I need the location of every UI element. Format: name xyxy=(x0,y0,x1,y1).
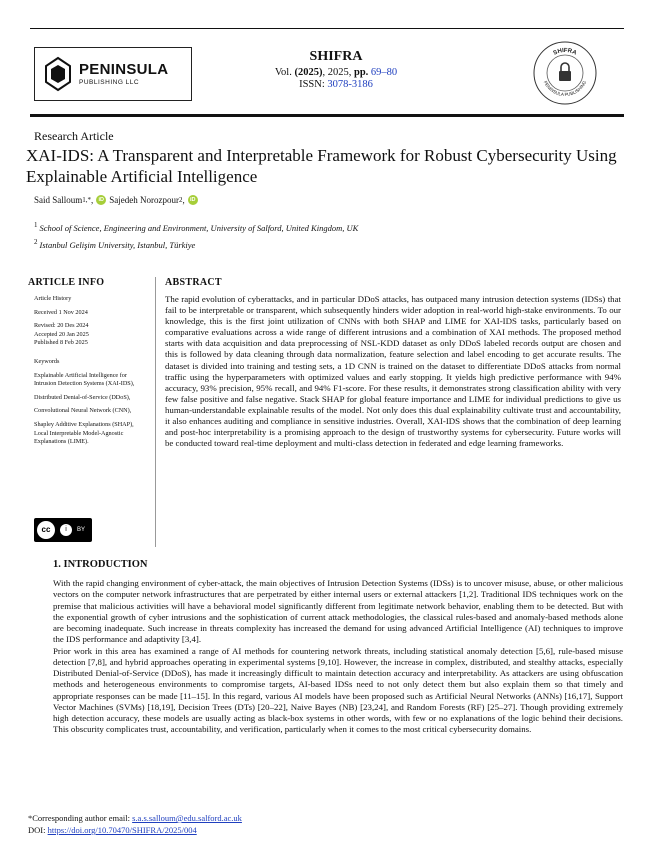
top-rule xyxy=(30,28,624,29)
accepted-date: Accepted 20 Jan 2025 xyxy=(34,330,89,338)
corresponding-author xyxy=(28,812,242,824)
affiliation-number: 2 xyxy=(34,238,38,247)
abstract-heading: ABSTRACT xyxy=(165,277,222,288)
abstract-text: The rapid evolution of cyberattacks, and in particular DDoS attacks, has outpaced many intrusion detection systems (IDSs) that fail to be interpretable or transparent, which subsequently hinders wider adoption in real-world high-stake environments. To our knowledge, this is the first joint utilization of CNNs with both SHAP and LIME for XAI-IDS tasks, particularly based on comparative evaluations across a wide range of different intrusions and a combination of XAI methods. The proposed method starts with data acquisition and data preprocessing of NSL-KDD dataset as only DDoS labeled records output are chosen and this is followed by data cleaning through data normalization, feature selection and label encoding to get accurate results. The dataset is divided into training and testing sets, a 1D CNN is trained on the dataset to differentiate DDoS attacks from normal traffic using the hyperparameters with optimized values and early stopping. It yields high predictive performance with 94% accuracy, 93% precision, 95% recall, and 94% F1-score. For these results, it demonstrates strong classification ability with very few false positive and false negative. Stack SHAP for global feature importance and LIME for individual predictions to give us human-understandable explainable results of the model. Not only does this dual explainability cultivate trust and accountability, it also enhances auditing and compliance in sensitive industries. Overall, XAI-IDS shows that the combination of deep learning and post-hoc interpretability is a promising approach to the design of trustworthy systems for cybersecurity. Future works will be conducted toward real-time deployment and multi-class detection in federated and edge learning frameworks. xyxy=(165,294,621,449)
affiliation xyxy=(34,240,195,250)
affiliation-text: Istanbul Gelişim University, Istanbul, Türkiye xyxy=(39,240,196,250)
publisher-subtitle: PUBLISHING LLC xyxy=(79,78,140,86)
keyword: Explainable Artificial Intelligence for Intrusion Detection Systems (XAI-IDS), xyxy=(34,371,135,388)
keyword: Shapley Additive Explanations (SHAP), Local Interpretable Model-Agnostic Explanations (LIME). xyxy=(34,420,134,446)
article-info xyxy=(34,295,146,447)
received-date: Received 1 Nov 2024 xyxy=(34,308,88,316)
history-label: Article History xyxy=(34,295,72,302)
keywords-label: Keywords xyxy=(34,357,60,365)
journal-seal-icon xyxy=(532,40,598,106)
journal-name: SHIFRA xyxy=(309,49,363,64)
article-type: Research Article xyxy=(34,129,114,143)
author-list: Said Salloum 1,* , iD Sajedeh Norozpour 2 , iD xyxy=(34,195,201,205)
introduction-body xyxy=(53,578,623,736)
doi xyxy=(28,824,242,836)
issn-label: ISSN: xyxy=(299,79,328,90)
email-link[interactable]: s.a.s.salloum@edu.salford.ac.uk xyxy=(132,813,242,823)
attribution-circle: i xyxy=(60,524,72,536)
vol-prefix: Vol. xyxy=(274,67,295,78)
article-info-heading: ARTICLE INFO xyxy=(28,277,105,288)
paper-title: XAI-IDS: A Transparent and Interpretable Framework for Robust Cybersecurity Using Explainable Artificial Intelligence xyxy=(26,146,617,186)
paragraph: With the rapid changing environment of cyber-attack, the main objectives of Intrusion Detection Systems (IDSs) is to uncover misuse, abuse, or other malicious vectors on the computer network infrastructures that are perpetrated by either internal users or external attackers [1,2]. Traditional IDS techniques work on the premise that malicious activities will have a behavioral model significantly different from legitimate network behavior, enabling them to be detected. But with the exponential growth of cyber intrusions and the sophistication of current attack methodologies, the classical rules-based and anomaly-based methods alone are becoming inadequate. Such increase in threats complexity has increased the demand for using advanced Artificial Intelligence (AI) techniques to improve the IDS performance and adaptivity [3,4]. xyxy=(53,578,623,645)
pages-link[interactable]: 69–80 xyxy=(370,67,398,78)
affiliation-number: 1 xyxy=(34,221,38,230)
doi-label: DOI: xyxy=(28,825,48,835)
cc-circle: cc xyxy=(37,521,55,539)
author-name: Sajedeh Norozpour xyxy=(109,195,179,205)
author-name: Said Salloum xyxy=(34,195,83,205)
section-heading: 1. INTRODUCTION xyxy=(53,559,148,570)
orcid-icon[interactable]: iD xyxy=(188,195,198,205)
doi-link[interactable]: https://doi.org/10.70470/SHIFRA/2025/004 xyxy=(47,825,197,835)
issn-link[interactable]: 3078-3186 xyxy=(327,79,373,90)
journal-header xyxy=(200,49,472,90)
publisher-mark-icon xyxy=(43,56,73,92)
affiliation xyxy=(34,223,358,233)
column-divider xyxy=(155,277,156,547)
header-rule xyxy=(30,114,624,117)
corr-label: *Corresponding author email: xyxy=(28,813,133,823)
publisher-name: PENINSULA xyxy=(79,60,169,78)
orcid-icon[interactable]: iD xyxy=(96,195,106,205)
vol-number: (2025) xyxy=(294,67,323,78)
journal-volume xyxy=(200,67,472,78)
seal-bottom-text: PENINSULA PUBLISHING xyxy=(542,79,588,98)
cc-by-license-icon[interactable] xyxy=(34,518,92,542)
journal-issn xyxy=(200,79,472,90)
by-label: BY xyxy=(77,527,86,533)
paragraph: Prior work in this area has examined a range of AI methods for countering network threats, including statistical anomaly detection [5,6], rule-based misuse detection [7,8], and hybrid approaches operating in experimental systems [9,10]. However, the increase in complex, distributed, and stealthy attacks, especially Distributed Denial-of-Service (DDoS), has made it increasingly difficult to maintain detection accuracy and interpretability. As attackers are using obfuscation methods and heterogeneous environments to compromise targets, AI-based IDSs need to not only detect them but also explain them so that timely and appropriate responses can be made [11–15]. In this regard, various AI models have been proposed such as Artificial Neural Networks (ANNs) [16,17], Support Vector Machines (SVMs) [18,19], Decision Trees (DTs) [20–22], Naive Bayes (NB) [23,24], and Random Forests (RF) [25–27]. Though providing extremely high detection accuracy, these models are usually acting as black-box systems in other words, with few or no explanations of the logic behind their decisions. This obscurity complicates trust, accountability, and verification, particularly when it comes to the most critical cybersecurity domains. xyxy=(53,645,623,735)
keyword: Convolutional Neural Network (CNN), xyxy=(34,407,132,415)
pp-label: pp. xyxy=(353,67,369,78)
author-sep: , xyxy=(182,195,185,205)
affiliation-text: School of Science, Engineering and Environment, University of Salford, United Kingdom, UK xyxy=(39,223,359,233)
seal-top-text: SHIFRA xyxy=(552,47,578,57)
revised-date: Revised: 20 Des 2024 xyxy=(34,322,89,330)
published-date: Published 8 Feb 2025 xyxy=(34,339,88,347)
author-sep: , xyxy=(91,195,94,205)
vol-year: , 2025, xyxy=(322,67,354,78)
publisher-logo xyxy=(34,47,192,101)
keyword: Distributed Denial-of-Service (DDoS), xyxy=(34,393,131,401)
footer xyxy=(28,812,242,836)
